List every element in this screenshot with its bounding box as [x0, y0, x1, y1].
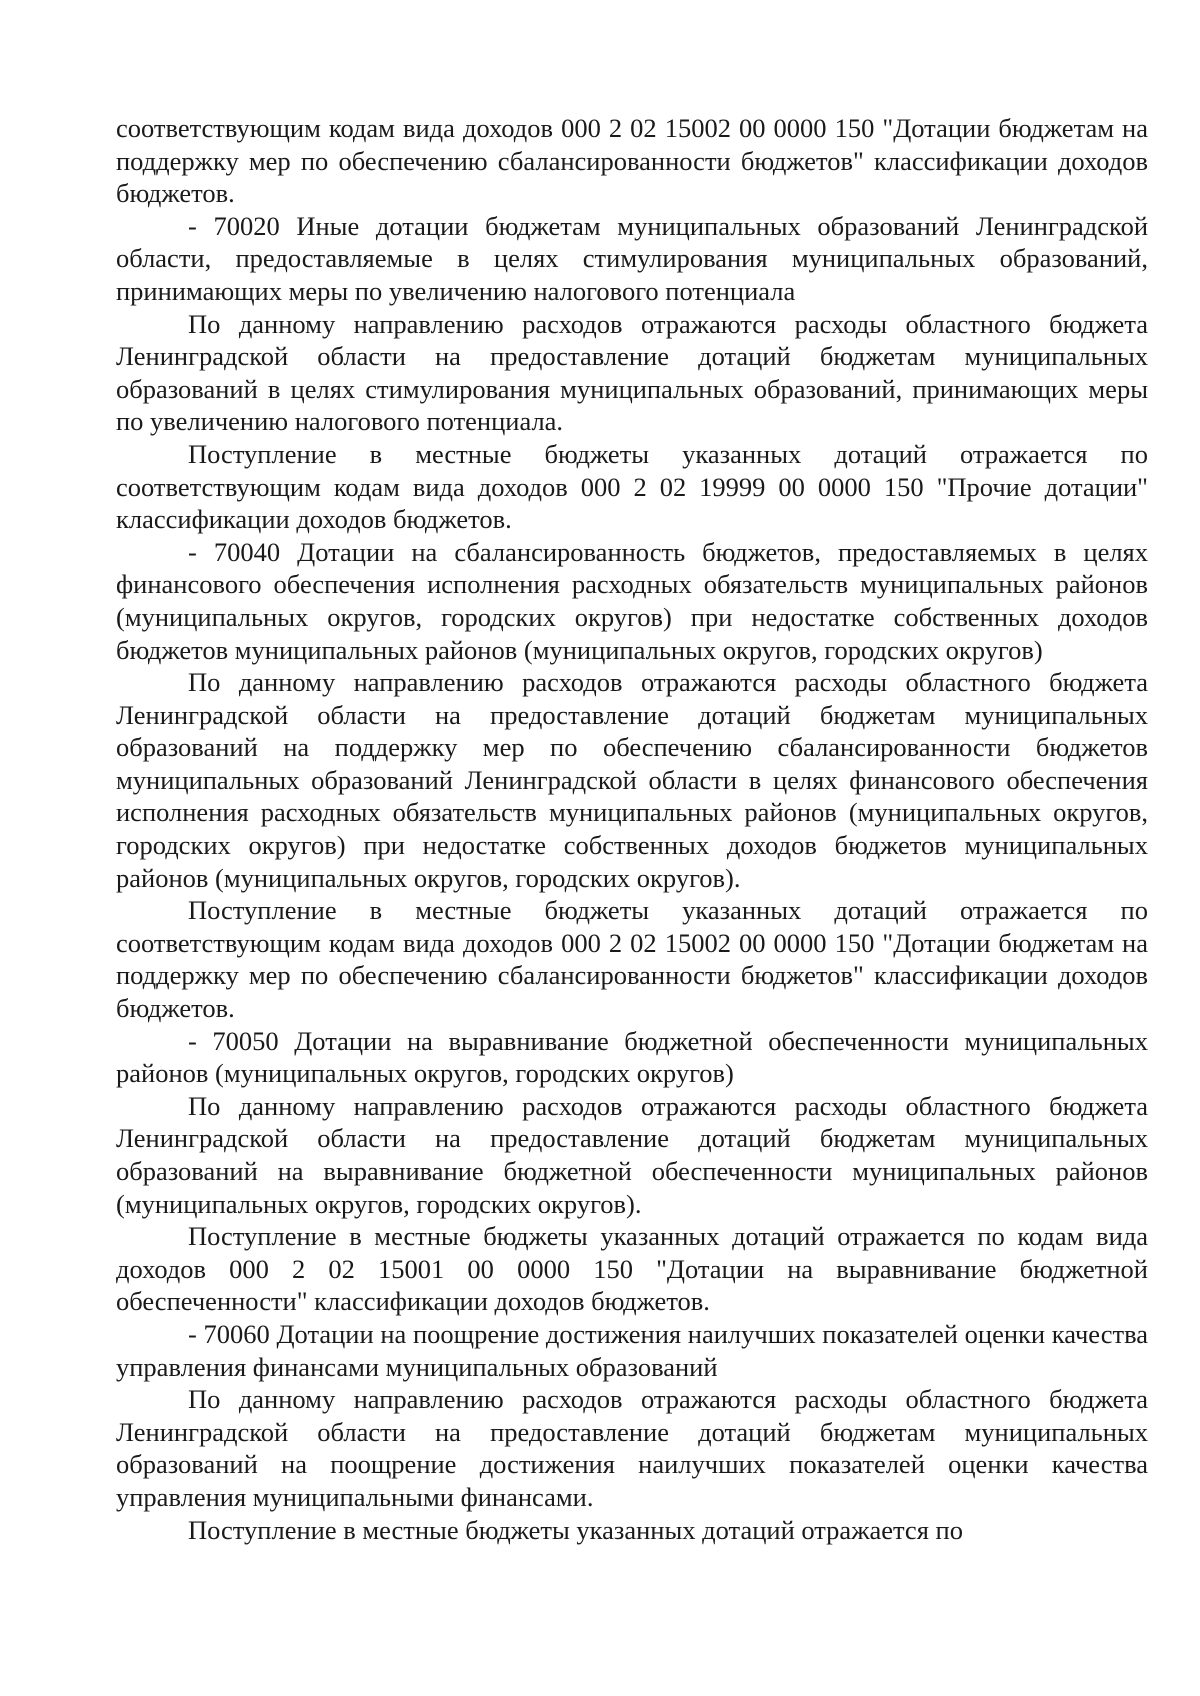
paragraph-heading-70060: - 70060 Дотации на поощрение достижения наилучших показателей оценки качества управления финансами муниципальных образований — [116, 1318, 1148, 1382]
paragraph-70040-expenses: По данному направлению расходов отражаются расходы областного бюджета Ленинградской области на предоставление дотаций бюджетам муниципальных образований на поддержку мер по обеспечению сбалансированности бюджетов муниципальных образований Ленинградской области в целях финансового обеспечения исполнения расходных обязательств муниципальных районов (муниципальных округов, городских округов) при недостатке собственных доходов бюджетов муниципальных районов (муниципальных округов, городских округов). — [116, 667, 1148, 893]
paragraph-70050-expenses: По данному направлению расходов отражаются расходы областного бюджета Ленинградской области на предоставление дотаций бюджетам муниципальных образований на выравнивание бюджетной обеспеченности муниципальных районов (муниципальных округов, городских округов). — [116, 1090, 1148, 1219]
paragraph-70020-expenses: По данному направлению расходов отражаются расходы областного бюджета Ленинградской области на предоставление дотаций бюджетам муниципальных образований в целях стимулирования муниципальных образований, принимающих меры по увеличению налогового потенциала. — [116, 308, 1148, 437]
paragraph-70020-income: Поступление в местные бюджеты указанных дотаций отражается по соответствующим кодам вида доходов 000 2 02 19999 00 0000 150 "Прочие дотации" классификации доходов бюджетов. — [116, 438, 1148, 535]
paragraph-continuation-income-codes-15002: соответствующим кодам вида доходов 000 2 02 15002 00 0000 150 "Дотации бюджетам на поддержку мер по обеспечению сбалансированности бюджетов" классификации доходов бюджетов. — [116, 113, 1148, 209]
paragraph-70050-income: Поступление в местные бюджеты указанных дотаций отражается по кодам вида доходов 000 2 02 15001 00 0000 150 "Дотации на выравнивание бюджетной обеспеченности" классификации доходов бюджетов. — [116, 1221, 1148, 1317]
paragraph-heading-70040: - 70040 Дотации на сбалансированность бюджетов, предоставляемых в целях финансового обеспечения исполнения расходных обязательств муниципальных районов (муниципальных округов, городских округов) при недостатке собственных доходов бюджетов муниципальных районов (муниципальных округов, городских округов) — [116, 536, 1148, 665]
paragraph-heading-70050: - 70050 Дотации на выравнивание бюджетной обеспеченности муниципальных районов (муниципальных округов, городских округов) — [116, 1025, 1148, 1089]
paragraph-70060-expenses: По данному направлению расходов отражаются расходы областного бюджета Ленинградской области на предоставление дотаций бюджетам муниципальных образований на поощрение достижения наилучших показателей оценки качества управления муниципальными финансами. — [116, 1384, 1148, 1512]
paragraph-70040-income: Поступление в местные бюджеты указанных дотаций отражается по соответствующим кодам вида доходов 000 2 02 15002 00 0000 150 "Дотации бюджетам на поддержку мер по обеспечению сбалансированности бюджетов" классификации доходов бюджетов. — [116, 895, 1148, 1024]
paragraph-70060-income: Поступление в местные бюджеты указанных дотаций отражается по — [188, 1514, 963, 1545]
paragraph-heading-70020: - 70020 Иные дотации бюджетам муниципальных образований Ленинградской области, предоставляемые в целях стимулирования муниципальных образований, принимающих меры по увеличению налогового потенциала — [116, 210, 1148, 306]
document-page — [116, 112, 1148, 1546]
